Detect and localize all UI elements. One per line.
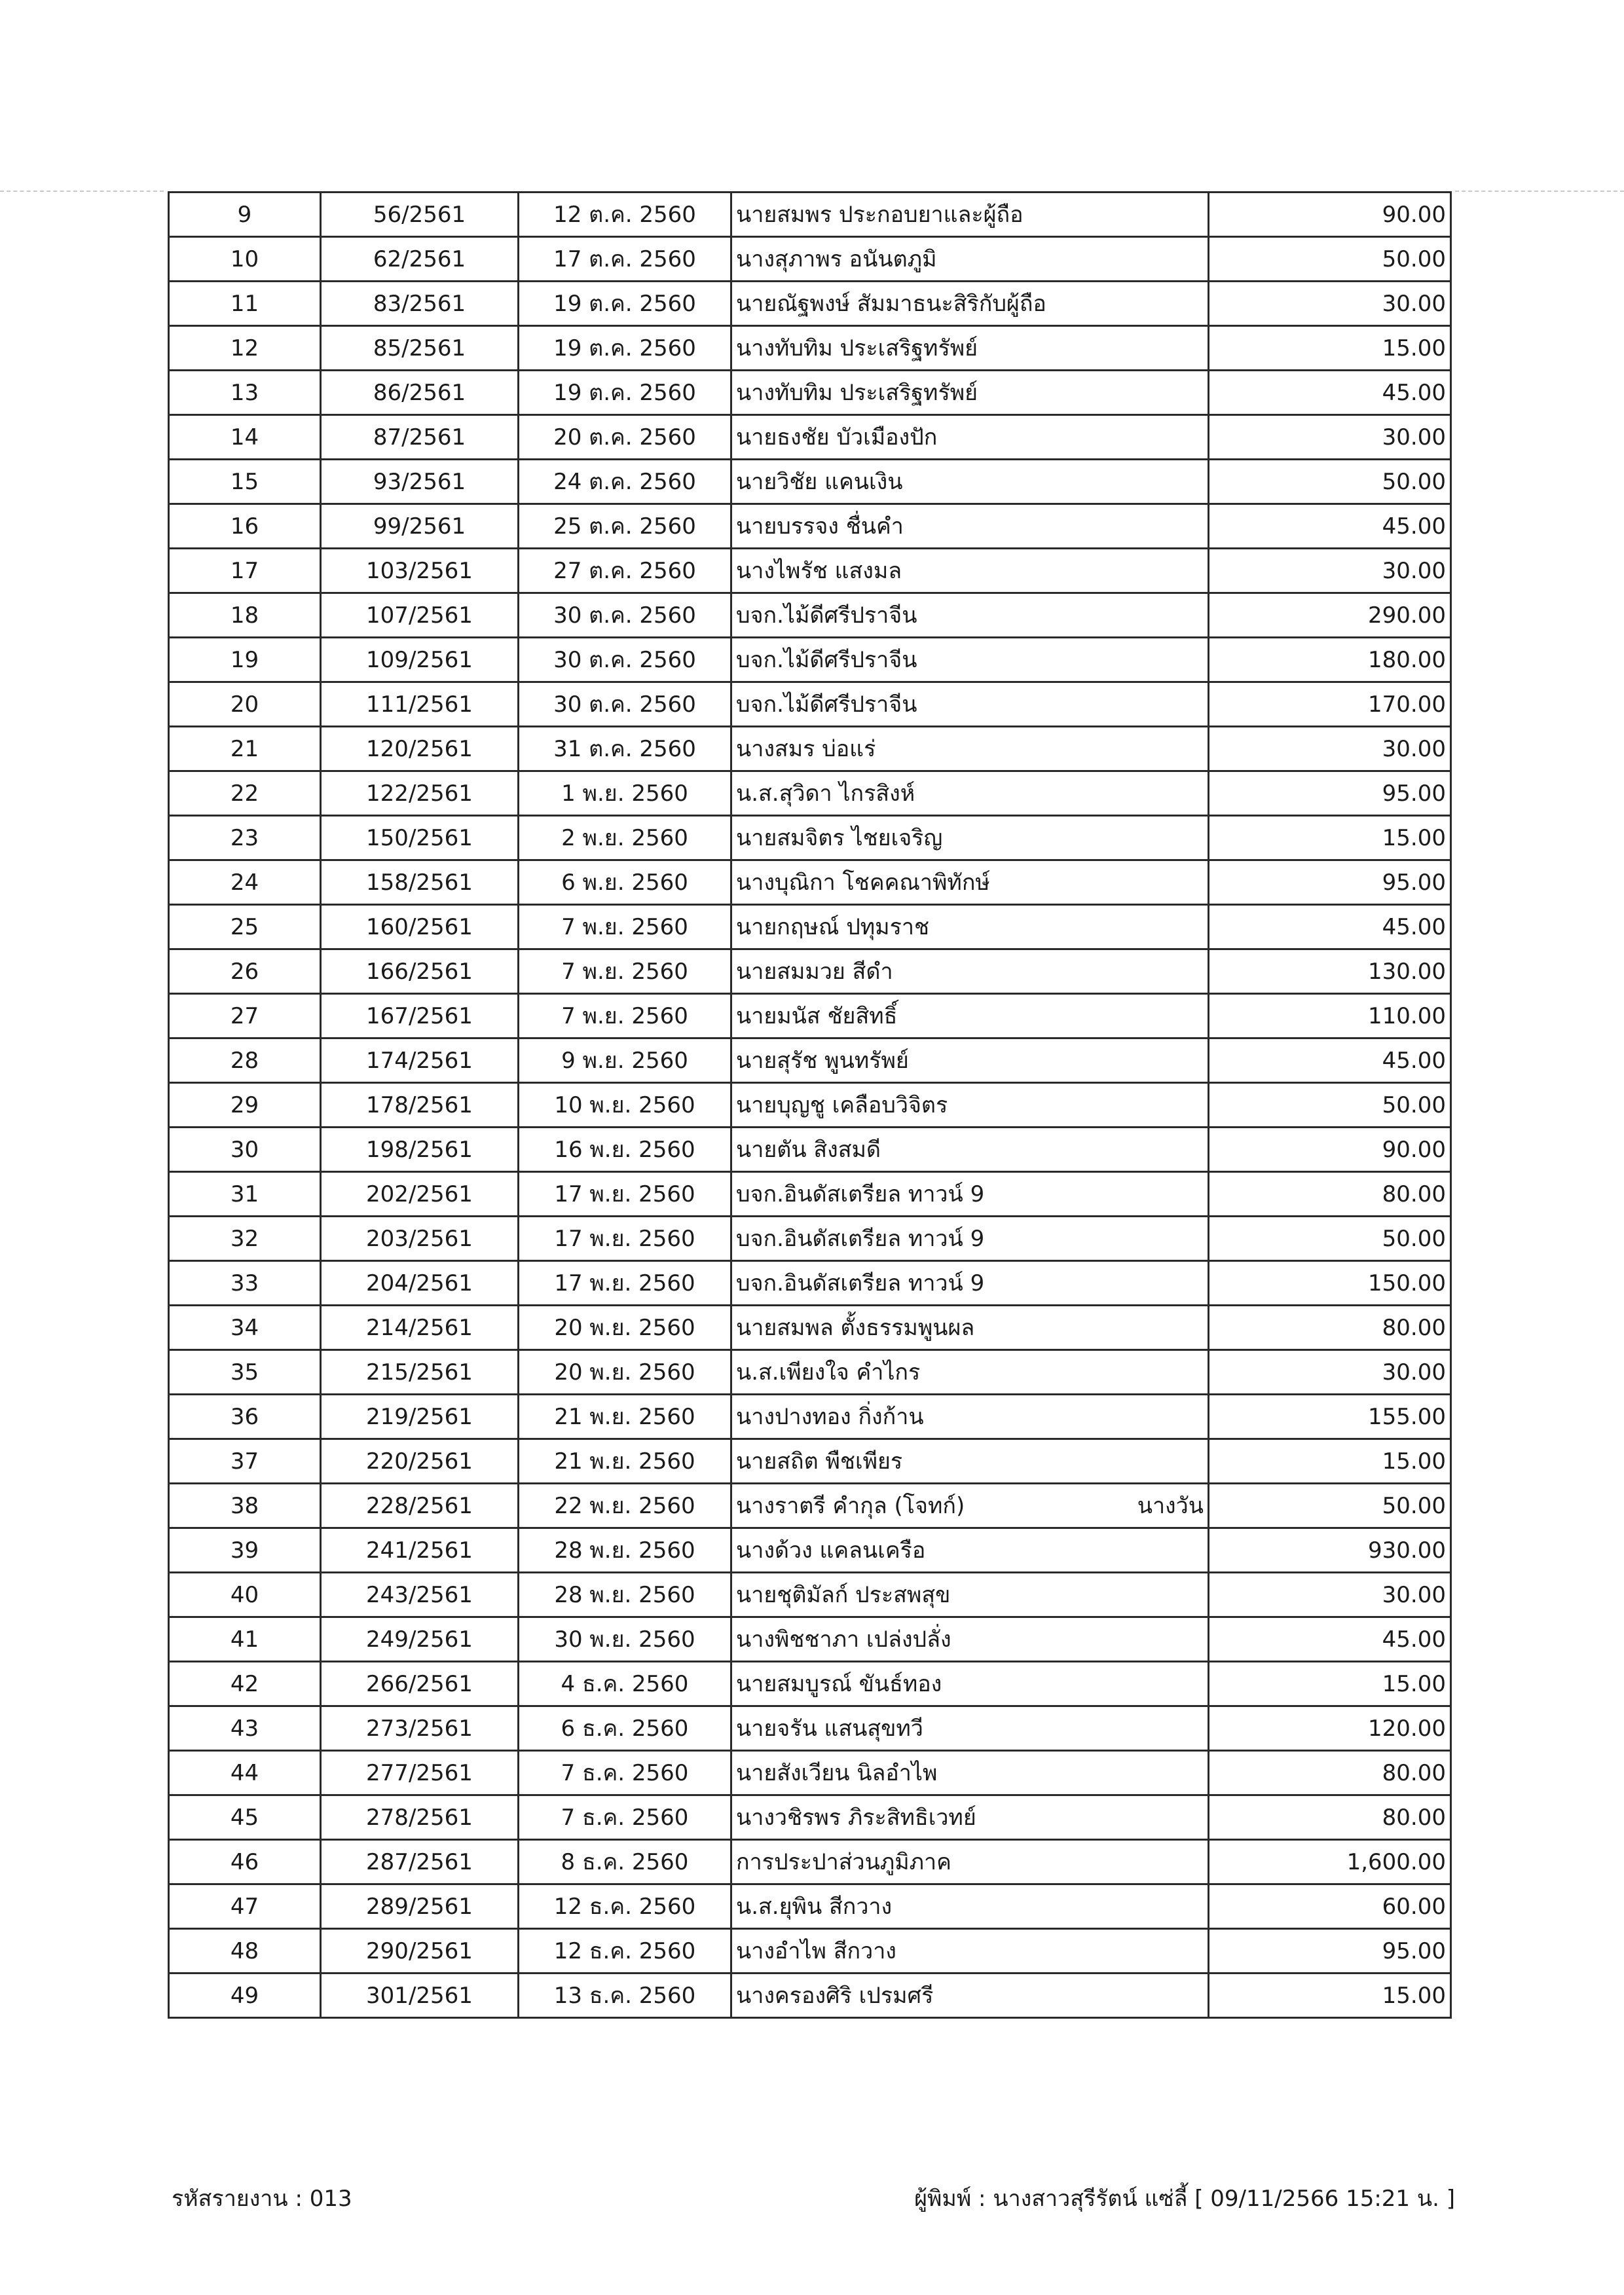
reference-cell: 107/2561 xyxy=(321,593,519,638)
table-row xyxy=(169,1350,1451,1395)
name-cell: นางทับทิม ประเสริฐทรัพย์ xyxy=(731,371,1209,415)
row-number-cell: 30 xyxy=(169,1128,321,1172)
table-row xyxy=(169,1662,1451,1706)
amount-cell: 30.00 xyxy=(1209,549,1451,593)
reference-cell: 103/2561 xyxy=(321,549,519,593)
row-number-cell: 25 xyxy=(169,905,321,949)
name-cell: นายวิชัย แคนเงิน xyxy=(731,460,1209,504)
table-row xyxy=(169,860,1451,905)
reference-cell: 278/2561 xyxy=(321,1795,519,1840)
table-row xyxy=(169,1217,1451,1261)
table-row xyxy=(169,1929,1451,1974)
date-cell: 16 พ.ย. 2560 xyxy=(519,1128,731,1172)
reference-cell: 215/2561 xyxy=(321,1350,519,1395)
reference-cell: 243/2561 xyxy=(321,1573,519,1617)
name-cell: นายสมมวย สีดำ xyxy=(731,949,1209,994)
name-cell: นายสมจิตร ไชยเจริญ xyxy=(731,816,1209,860)
row-number-cell: 18 xyxy=(169,593,321,638)
table-row xyxy=(169,905,1451,949)
name-text: นางราตรี คำกุล (โจทก์) xyxy=(736,1492,965,1519)
reference-cell: 99/2561 xyxy=(321,504,519,549)
date-cell: 6 พ.ย. 2560 xyxy=(519,860,731,905)
date-cell: 13 ธ.ค. 2560 xyxy=(519,1974,731,2018)
table-row xyxy=(169,1172,1451,1217)
amount-cell: 30.00 xyxy=(1209,415,1451,460)
amount-cell: 80.00 xyxy=(1209,1751,1451,1795)
row-number-cell: 16 xyxy=(169,504,321,549)
amount-cell: 80.00 xyxy=(1209,1795,1451,1840)
date-cell: 28 พ.ย. 2560 xyxy=(519,1528,731,1573)
name-cell: บจก.อินดัสเตรียล ทาวน์ 9 xyxy=(731,1172,1209,1217)
table-row xyxy=(169,1751,1451,1795)
date-cell: 19 ต.ค. 2560 xyxy=(519,326,731,371)
amount-cell: 30.00 xyxy=(1209,1573,1451,1617)
reference-cell: 219/2561 xyxy=(321,1395,519,1439)
amount-cell: 30.00 xyxy=(1209,1350,1451,1395)
ledger-body xyxy=(169,193,1451,2018)
amount-cell: 30.00 xyxy=(1209,727,1451,771)
row-number-cell: 26 xyxy=(169,949,321,994)
date-cell: 17 พ.ย. 2560 xyxy=(519,1172,731,1217)
name-cell: นางทับทิม ประเสริฐทรัพย์ xyxy=(731,326,1209,371)
amount-cell: 60.00 xyxy=(1209,1884,1451,1929)
name-cell: บจก.อินดัสเตรียล ทาวน์ 9 xyxy=(731,1217,1209,1261)
date-cell: 4 ธ.ค. 2560 xyxy=(519,1662,731,1706)
name-cell: นางบุณิกา โชคคณาพิทักษ์ xyxy=(731,860,1209,905)
name-cell: นางด้วง แคลนเครือ xyxy=(731,1528,1209,1573)
scan-edge-left xyxy=(0,191,164,192)
date-cell: 28 พ.ย. 2560 xyxy=(519,1573,731,1617)
reference-cell: 198/2561 xyxy=(321,1128,519,1172)
name-cell: นางครองศิริ เปรมศรี xyxy=(731,1974,1209,2018)
amount-cell: 930.00 xyxy=(1209,1528,1451,1573)
scan-edge-right xyxy=(1455,191,1624,192)
row-number-cell: 35 xyxy=(169,1350,321,1395)
reference-cell: 83/2561 xyxy=(321,282,519,326)
table-row xyxy=(169,460,1451,504)
amount-cell: 45.00 xyxy=(1209,1038,1451,1083)
table-row xyxy=(169,1083,1451,1128)
row-number-cell: 31 xyxy=(169,1172,321,1217)
table-row xyxy=(169,1439,1451,1484)
name-cell: การประปาส่วนภูมิภาค xyxy=(731,1840,1209,1884)
table-row xyxy=(169,1617,1451,1662)
reference-cell: 289/2561 xyxy=(321,1884,519,1929)
reference-cell: 290/2561 xyxy=(321,1929,519,1974)
row-number-cell: 49 xyxy=(169,1974,321,2018)
table-row xyxy=(169,193,1451,237)
row-number-cell: 14 xyxy=(169,415,321,460)
row-number-cell: 10 xyxy=(169,237,321,282)
date-cell: 12 ธ.ค. 2560 xyxy=(519,1884,731,1929)
printed-by: ผู้พิมพ์ : นางสาวสุรีรัตน์ แซ่ลี้ [ 09/11/2566 15:21 น. ] xyxy=(914,2186,1455,2212)
amount-cell: 15.00 xyxy=(1209,326,1451,371)
amount-cell: 15.00 xyxy=(1209,816,1451,860)
reference-cell: 158/2561 xyxy=(321,860,519,905)
name-cell: นางพิชชาภา เปล่งปลั่ง xyxy=(731,1617,1209,1662)
name-cell: นายจรัน แสนสุขทวี xyxy=(731,1706,1209,1751)
row-number-cell: 28 xyxy=(169,1038,321,1083)
reference-cell: 214/2561 xyxy=(321,1306,519,1350)
amount-cell: 45.00 xyxy=(1209,371,1451,415)
date-cell: 19 ต.ค. 2560 xyxy=(519,282,731,326)
amount-cell: 45.00 xyxy=(1209,1617,1451,1662)
reference-cell: 56/2561 xyxy=(321,193,519,237)
table-row xyxy=(169,371,1451,415)
date-cell: 7 พ.ย. 2560 xyxy=(519,905,731,949)
row-number-cell: 11 xyxy=(169,282,321,326)
name-cell: นางสมร บ่อแร่ xyxy=(731,727,1209,771)
table-row xyxy=(169,816,1451,860)
date-cell: 7 พ.ย. 2560 xyxy=(519,994,731,1038)
row-number-cell: 43 xyxy=(169,1706,321,1751)
reference-cell: 287/2561 xyxy=(321,1840,519,1884)
row-number-cell: 27 xyxy=(169,994,321,1038)
name-extra: นางวัน xyxy=(1137,1492,1204,1519)
date-cell: 19 ต.ค. 2560 xyxy=(519,371,731,415)
name-cell: น.ส.สุวิดา ไกรสิงห์ xyxy=(731,771,1209,816)
reference-cell: 266/2561 xyxy=(321,1662,519,1706)
row-number-cell: 39 xyxy=(169,1528,321,1573)
row-number-cell: 32 xyxy=(169,1217,321,1261)
date-cell: 1 พ.ย. 2560 xyxy=(519,771,731,816)
reference-cell: 241/2561 xyxy=(321,1528,519,1573)
date-cell: 17 พ.ย. 2560 xyxy=(519,1261,731,1306)
amount-cell: 130.00 xyxy=(1209,949,1451,994)
amount-cell: 50.00 xyxy=(1209,1484,1451,1528)
row-number-cell: 22 xyxy=(169,771,321,816)
table-row xyxy=(169,549,1451,593)
date-cell: 17 พ.ย. 2560 xyxy=(519,1217,731,1261)
table-row xyxy=(169,1306,1451,1350)
name-cell: นางสุภาพร อนันตภูมิ xyxy=(731,237,1209,282)
date-cell: 25 ต.ค. 2560 xyxy=(519,504,731,549)
row-number-cell: 12 xyxy=(169,326,321,371)
report-code: รหัสรายงาน : 013 xyxy=(172,2186,352,2212)
row-number-cell: 33 xyxy=(169,1261,321,1306)
row-number-cell: 15 xyxy=(169,460,321,504)
table-row xyxy=(169,1038,1451,1083)
name-cell: นายธงชัย บัวเมืองปัก xyxy=(731,415,1209,460)
row-number-cell: 21 xyxy=(169,727,321,771)
reference-cell: 203/2561 xyxy=(321,1217,519,1261)
table-row xyxy=(169,727,1451,771)
table-row xyxy=(169,949,1451,994)
amount-cell: 15.00 xyxy=(1209,1439,1451,1484)
reference-cell: 150/2561 xyxy=(321,816,519,860)
name-cell: นายชุติมัลก์ ประสพสุข xyxy=(731,1573,1209,1617)
reference-cell: 160/2561 xyxy=(321,905,519,949)
reference-cell: 87/2561 xyxy=(321,415,519,460)
date-cell: 12 ธ.ค. 2560 xyxy=(519,1929,731,1974)
table-row xyxy=(169,638,1451,682)
name-cell: นางวชิรพร ภิระสิทธิเวทย์ xyxy=(731,1795,1209,1840)
date-cell: 21 พ.ย. 2560 xyxy=(519,1439,731,1484)
amount-cell: 80.00 xyxy=(1209,1306,1451,1350)
date-cell: 9 พ.ย. 2560 xyxy=(519,1038,731,1083)
amount-cell: 45.00 xyxy=(1209,905,1451,949)
row-number-cell: 42 xyxy=(169,1662,321,1706)
date-cell: 2 พ.ย. 2560 xyxy=(519,816,731,860)
name-cell: นายสถิต พืชเพียร xyxy=(731,1439,1209,1484)
amount-cell: 50.00 xyxy=(1209,237,1451,282)
table-row xyxy=(169,593,1451,638)
amount-cell: 90.00 xyxy=(1209,193,1451,237)
date-cell: 24 ต.ค. 2560 xyxy=(519,460,731,504)
row-number-cell: 44 xyxy=(169,1751,321,1795)
amount-cell: 95.00 xyxy=(1209,860,1451,905)
table-row xyxy=(169,1484,1451,1528)
row-number-cell: 45 xyxy=(169,1795,321,1840)
reference-cell: 122/2561 xyxy=(321,771,519,816)
date-cell: 12 ต.ค. 2560 xyxy=(519,193,731,237)
row-number-cell: 38 xyxy=(169,1484,321,1528)
table-row xyxy=(169,237,1451,282)
row-number-cell: 41 xyxy=(169,1617,321,1662)
table-row xyxy=(169,1395,1451,1439)
date-cell: 10 พ.ย. 2560 xyxy=(519,1083,731,1128)
date-cell: 30 ต.ค. 2560 xyxy=(519,638,731,682)
row-number-cell: 23 xyxy=(169,816,321,860)
amount-cell: 290.00 xyxy=(1209,593,1451,638)
reference-cell: 249/2561 xyxy=(321,1617,519,1662)
date-cell: 31 ต.ค. 2560 xyxy=(519,727,731,771)
reference-cell: 86/2561 xyxy=(321,371,519,415)
table-row xyxy=(169,504,1451,549)
reference-cell: 85/2561 xyxy=(321,326,519,371)
row-number-cell: 17 xyxy=(169,549,321,593)
amount-cell: 80.00 xyxy=(1209,1172,1451,1217)
reference-cell: 111/2561 xyxy=(321,682,519,727)
reference-cell: 62/2561 xyxy=(321,237,519,282)
date-cell: 7 พ.ย. 2560 xyxy=(519,949,731,994)
amount-cell: 90.00 xyxy=(1209,1128,1451,1172)
date-cell: 30 ต.ค. 2560 xyxy=(519,593,731,638)
table-row xyxy=(169,1706,1451,1751)
amount-cell: 155.00 xyxy=(1209,1395,1451,1439)
reference-cell: 273/2561 xyxy=(321,1706,519,1751)
table-row xyxy=(169,1573,1451,1617)
name-cell: นายสังเวียน นิลอำไพ xyxy=(731,1751,1209,1795)
row-number-cell: 24 xyxy=(169,860,321,905)
reference-cell: 277/2561 xyxy=(321,1751,519,1795)
name-cell: นายตัน สิงสมดี xyxy=(731,1128,1209,1172)
amount-cell: 120.00 xyxy=(1209,1706,1451,1751)
table-row xyxy=(169,1795,1451,1840)
amount-cell: 50.00 xyxy=(1209,460,1451,504)
date-cell: 17 ต.ค. 2560 xyxy=(519,237,731,282)
row-number-cell: 34 xyxy=(169,1306,321,1350)
reference-cell: 109/2561 xyxy=(321,638,519,682)
date-cell: 7 ธ.ค. 2560 xyxy=(519,1795,731,1840)
reference-cell: 93/2561 xyxy=(321,460,519,504)
name-cell: บจก.อินดัสเตรียล ทาวน์ 9 xyxy=(731,1261,1209,1306)
table-row xyxy=(169,1884,1451,1929)
amount-cell: 30.00 xyxy=(1209,282,1451,326)
row-number-cell: 36 xyxy=(169,1395,321,1439)
reference-cell: 228/2561 xyxy=(321,1484,519,1528)
row-number-cell: 47 xyxy=(169,1884,321,1929)
date-cell: 6 ธ.ค. 2560 xyxy=(519,1706,731,1751)
name-cell: นางปางทอง กิ่งก้าน xyxy=(731,1395,1209,1439)
name-cell: นายสมบูรณ์ ขันธ์ทอง xyxy=(731,1662,1209,1706)
row-number-cell: 37 xyxy=(169,1439,321,1484)
amount-cell: 150.00 xyxy=(1209,1261,1451,1306)
table-row xyxy=(169,282,1451,326)
name-cell: นางไพรัช แสงมล xyxy=(731,549,1209,593)
name-cell: นางอำไพ สีกวาง xyxy=(731,1929,1209,1974)
amount-cell: 170.00 xyxy=(1209,682,1451,727)
amount-cell: 95.00 xyxy=(1209,771,1451,816)
name-cell: บจก.ไม้ดีศรีปราจีน xyxy=(731,593,1209,638)
date-cell: 21 พ.ย. 2560 xyxy=(519,1395,731,1439)
date-cell: 7 ธ.ค. 2560 xyxy=(519,1751,731,1795)
name-cell: นายกฤษณ์ ปทุมราช xyxy=(731,905,1209,949)
name-cell xyxy=(731,1484,1209,1528)
date-cell: 20 พ.ย. 2560 xyxy=(519,1350,731,1395)
name-cell: นายบรรจง ชื่นคำ xyxy=(731,504,1209,549)
row-number-cell: 9 xyxy=(169,193,321,237)
table-row xyxy=(169,1840,1451,1884)
name-cell: น.ส.ยุพิน สีกวาง xyxy=(731,1884,1209,1929)
name-cell: นายบุญชู เคลือบวิจิตร xyxy=(731,1083,1209,1128)
date-cell: 20 ต.ค. 2560 xyxy=(519,415,731,460)
amount-cell: 110.00 xyxy=(1209,994,1451,1038)
date-cell: 8 ธ.ค. 2560 xyxy=(519,1840,731,1884)
reference-cell: 178/2561 xyxy=(321,1083,519,1128)
reference-cell: 202/2561 xyxy=(321,1172,519,1217)
reference-cell: 301/2561 xyxy=(321,1974,519,2018)
table-row xyxy=(169,682,1451,727)
date-cell: 22 พ.ย. 2560 xyxy=(519,1484,731,1528)
amount-cell: 1,600.00 xyxy=(1209,1840,1451,1884)
reference-cell: 166/2561 xyxy=(321,949,519,994)
name-cell: นายสุรัช พูนทรัพย์ xyxy=(731,1038,1209,1083)
name-cell: น.ส.เพียงใจ คำไกร xyxy=(731,1350,1209,1395)
date-cell: 30 ต.ค. 2560 xyxy=(519,682,731,727)
table-row xyxy=(169,1128,1451,1172)
row-number-cell: 20 xyxy=(169,682,321,727)
reference-cell: 120/2561 xyxy=(321,727,519,771)
date-cell: 20 พ.ย. 2560 xyxy=(519,1306,731,1350)
amount-cell: 45.00 xyxy=(1209,504,1451,549)
row-number-cell: 48 xyxy=(169,1929,321,1974)
name-cell: นายณัฐพงษ์ สัมมาธนะสิริกับผู้ถือ xyxy=(731,282,1209,326)
name-cell: บจก.ไม้ดีศรีปราจีน xyxy=(731,638,1209,682)
row-number-cell: 13 xyxy=(169,371,321,415)
name-cell: บจก.ไม้ดีศรีปราจีน xyxy=(731,682,1209,727)
amount-cell: 15.00 xyxy=(1209,1974,1451,2018)
amount-cell: 50.00 xyxy=(1209,1083,1451,1128)
table-row xyxy=(169,994,1451,1038)
row-number-cell: 29 xyxy=(169,1083,321,1128)
row-number-cell: 19 xyxy=(169,638,321,682)
reference-cell: 167/2561 xyxy=(321,994,519,1038)
row-number-cell: 46 xyxy=(169,1840,321,1884)
amount-cell: 180.00 xyxy=(1209,638,1451,682)
reference-cell: 174/2561 xyxy=(321,1038,519,1083)
amount-cell: 15.00 xyxy=(1209,1662,1451,1706)
table-row xyxy=(169,1261,1451,1306)
table-row xyxy=(169,1974,1451,2018)
name-cell: นายสมพล ตั้งธรรมพูนผล xyxy=(731,1306,1209,1350)
name-cell: นายสมพร ประกอบยาและผู้ถือ xyxy=(731,193,1209,237)
table-row xyxy=(169,326,1451,371)
table-row xyxy=(169,771,1451,816)
amount-cell: 95.00 xyxy=(1209,1929,1451,1974)
reference-cell: 220/2561 xyxy=(321,1439,519,1484)
amount-cell: 50.00 xyxy=(1209,1217,1451,1261)
date-cell: 27 ต.ค. 2560 xyxy=(519,549,731,593)
date-cell: 30 พ.ย. 2560 xyxy=(519,1617,731,1662)
name-cell: นายมนัส ชัยสิทธิ์ xyxy=(731,994,1209,1038)
reference-cell: 204/2561 xyxy=(321,1261,519,1306)
table-row xyxy=(169,1528,1451,1573)
table-row xyxy=(169,415,1451,460)
ledger-table xyxy=(168,191,1452,2019)
row-number-cell: 40 xyxy=(169,1573,321,1617)
